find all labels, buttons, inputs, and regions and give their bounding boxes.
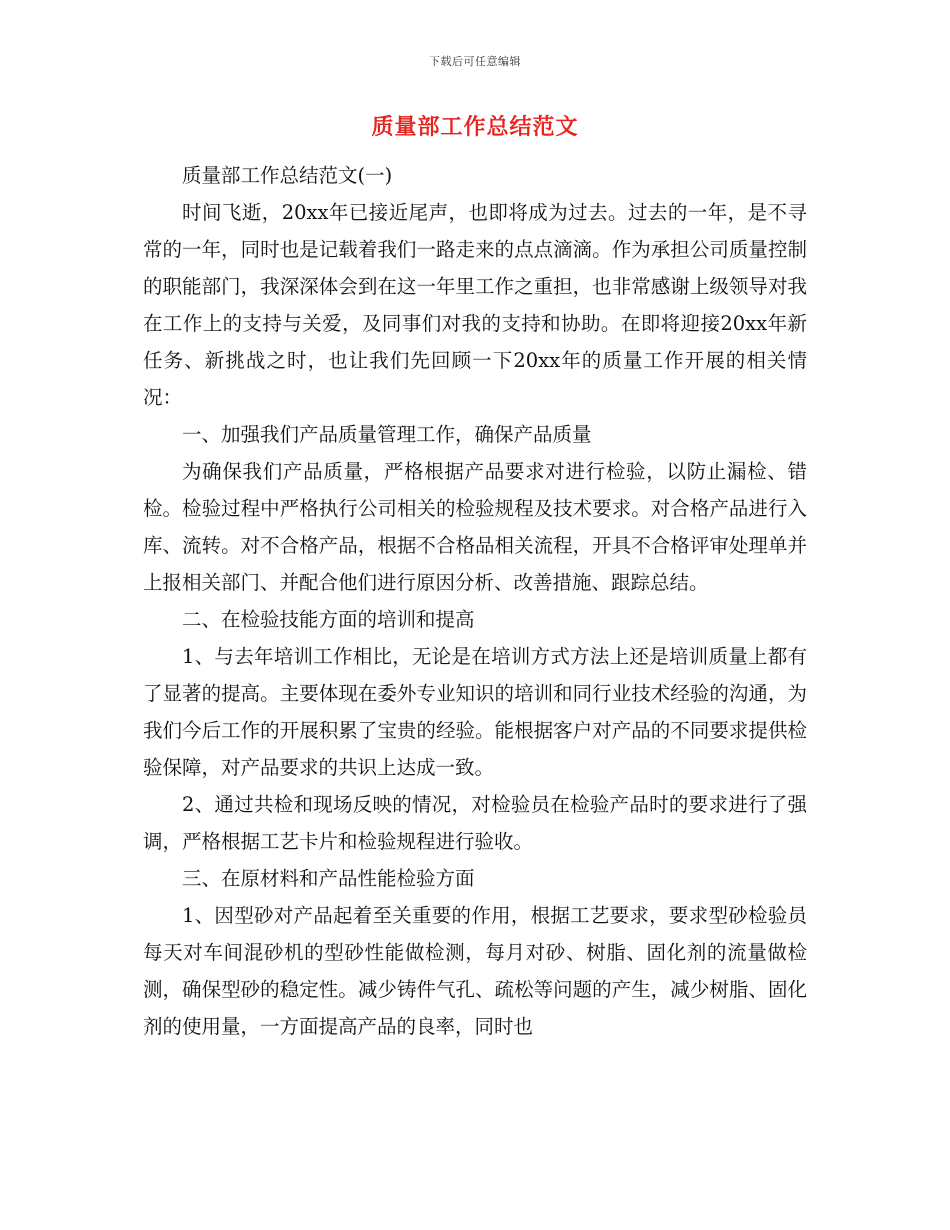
section-heading-2: 二、在检验技能方面的培训和提高: [182, 608, 475, 631]
section-heading-1: 一、加强我们产品质量管理工作，确保产品质量: [182, 423, 592, 446]
document-title: 质量部工作总结范文: [371, 115, 579, 140]
document-body: [143, 157, 807, 1045]
subtitle-paragraph: 质量部工作总结范文(一): [182, 164, 393, 187]
section-3-item-1: 1、因型砂对产品起着至关重要的作用，根据工艺要求，要求型砂检验员每天对车间混砂机的型砂性能做检测，每月对砂、树脂、固化剂的流量做检测，确保型砂的稳定性。减少铸件气孔、疏松等问题的产生，减少树脂、固化剂的使用量，一方面提高产品的良率，同时也: [143, 904, 807, 1038]
section-heading-3: 三、在原材料和产品性能检验方面: [182, 867, 475, 890]
section-2-item-2: 2、通过共检和现场反映的情况，对检验员在检验产品时的要求进行了强调，严格根据工艺卡片和检验规程进行验收。: [143, 793, 807, 853]
section-1-paragraph: 为确保我们产品质量，严格根据产品要求对进行检验，以防止漏检、错检。检验过程中严格执行公司相关的检验规程及技术要求。对合格产品进行入库、流转。对不合格产品，根据不合格品相关流程，开具不合格评审处理单并上报相关部门、并配合他们进行原因分析、改善措施、跟踪总结。: [143, 460, 807, 594]
header-note: 下载后可任意编辑: [429, 55, 521, 68]
section-2-item-1: 1、与去年培训工作相比，无论是在培训方式方法上还是培训质量上都有了显著的提高。主要体现在委外专业知识的培训和同行业技术经验的沟通，为我们今后工作的开展积累了宝贵的经验。能根据客户对产品的不同要求提供检验保障，对产品要求的共识上达成一致。: [143, 645, 807, 779]
intro-paragraph: 时间飞逝，20xx年已接近尾声，也即将成为过去。过去的一年，是不寻常的一年，同时也是记载着我们一路走来的点点滴滴。作为承担公司质量控制的职能部门，我深深体会到在这一年里工作之重担，也非常感谢上级领导对我在工作上的支持与关爱，及同事们对我的支持和协助。在即将迎接20xx年新任务、新挑战之时，也让我们先回顾一下20xx年的质量工作开展的相关情况：: [143, 201, 807, 409]
